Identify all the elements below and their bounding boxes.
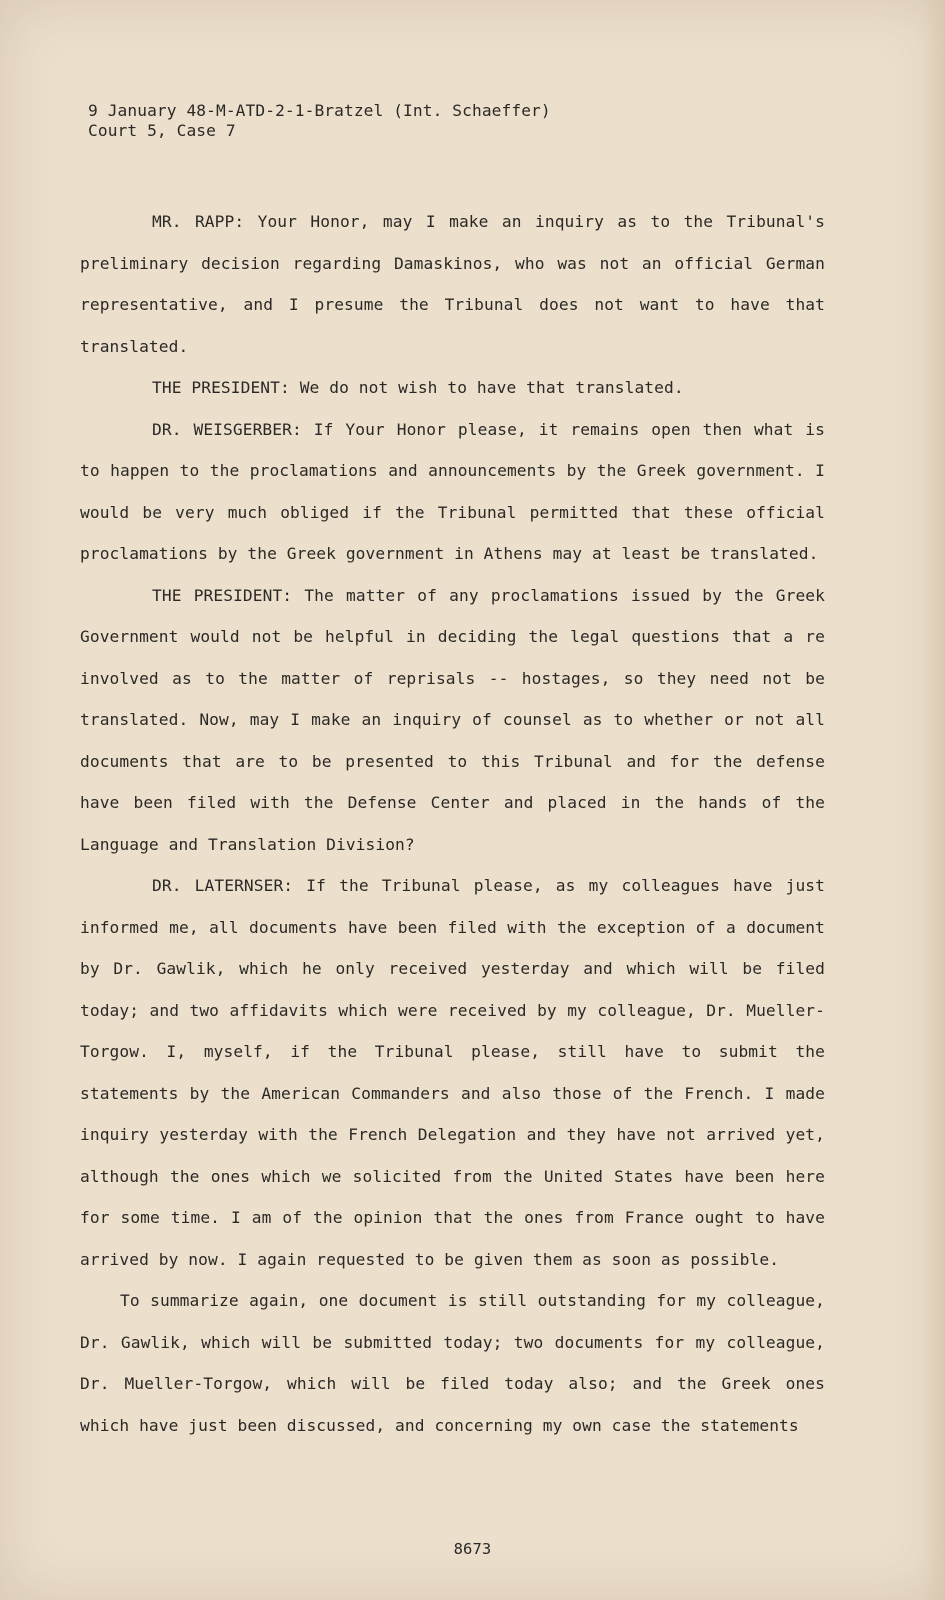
- paragraph-text: The matter of any proclamations issued by the Greek Government would not be helpful in deciding the legal questions that a re involved as to the matter of reprisals -- hostages, so they need not be translated. Now, may I make an inquiry of counsel as to whether or not all documents that are to be presented to this Tribunal and for the defense have been filed with the Defense Center and placed in the hands of the Language and Translation Division?: [80, 585, 826, 854]
- header-line-date-reference: 9 January 48-M-ATD-2-1-Bratzel (Int. Schaeffer): [88, 101, 551, 120]
- paragraph-text: If Your Honor please, it remains open then what is to happen to the proclamations and announcements by the Greek government. I would be very much obliged if the Tribunal permitted that these official proclamations by the Greek government in Athens may at least be translated.: [80, 419, 825, 563]
- paragraph-president-1: [80, 367, 825, 409]
- speaker-label: MR. RAPP:: [152, 212, 245, 231]
- paragraph-summary: [80, 1280, 825, 1446]
- paragraph-weisgerber: [80, 409, 825, 575]
- paragraph-text: To summarize again, one document is still outstanding for my colleague, Dr. Gawlik, which will be submitted today; two documents for my colleague, Dr. Mueller-Torgow, which will be filed today also; and the Greek ones which have just been discussed, and concerning my own case the statements: [80, 1291, 825, 1435]
- page-number: 8673: [453, 1540, 492, 1558]
- speaker-label: DR. LATERNSER:: [152, 876, 294, 895]
- speaker-label: DR. WEISGERBER:: [152, 419, 302, 439]
- document-header: [88, 101, 551, 141]
- paragraph-text: We do not wish to have that translated.: [289, 378, 684, 397]
- paragraph-rapp: [80, 201, 825, 367]
- transcript-body: [80, 201, 825, 1446]
- speaker-label: THE PRESIDENT:: [152, 378, 290, 397]
- header-line-court-case: Court 5, Case 7: [88, 121, 236, 140]
- paragraph-president-2: [80, 575, 825, 866]
- paragraph-text: If the Tribunal please, as my colleagues have just informed me, all documents have been filed with the exception of a document by Dr. Gawlik, which he only received yesterday and which will be filed today; and two affidavits which were received by my colleague, Dr. Mueller-Torgow. I, myself, if the Tribunal please, still have to submit the statements by the American Commanders and also those of the French. I made inquiry yesterday with the French Delegation and they have not arrived yet, although the ones which we solicited from the United States have been here for some time. I am of the opinion that the ones from France ought to have arrived by now. I again requested to be given them as soon as possible.: [80, 876, 826, 1269]
- speaker-label: THE PRESIDENT:: [152, 585, 293, 605]
- paragraph-text: Your Honor, may I make an inquiry as to the Tribunal's preliminary decision regarding Damaskinos, who was not an official German representative, and I presume the Tribunal does not want to have that translated.: [80, 212, 825, 356]
- paragraph-laternser: [80, 865, 825, 1280]
